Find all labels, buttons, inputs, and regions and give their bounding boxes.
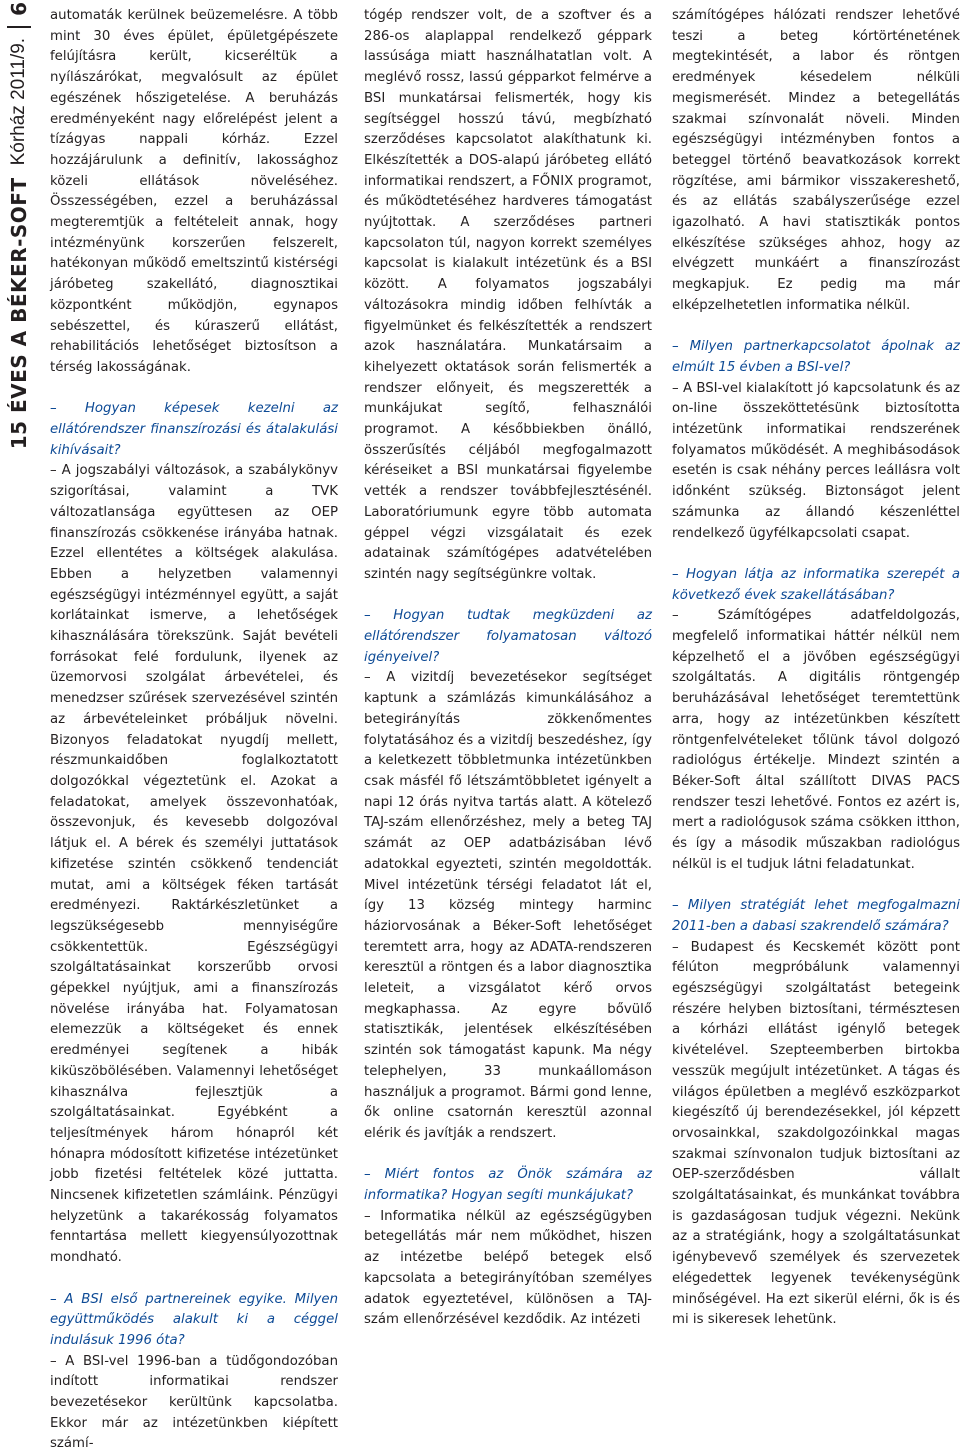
paragraph: – A BSI-vel kialakított jó kapcsolatunk és az on-line összeköttetésünk biztosította intézetünk informatikai rendszerének folyamatos működését. A meghibásodások esetén is csak néhány perces leállásra volt időnként szükség. Biztonságot jelent számunka az állandó készenléttel rendelkező ügyfélkapcsolati csapat. [672,380,960,541]
page-number: 6 [7,2,31,16]
paragraph: – A vizitdíj bevezetésekor segítséget kaptunk a számlázás kimunkálásához a betegirányítás zökkenőmentes folytatásához és a vizitdíj beszedéshez, így a keletkezett többletmunka intézetünkben csak másfél fő létszámtöbbletet igényelt a napi 12 órás nyitva tartás alatt. A kötelező TAJ-szám ellenőrzéshez, mely a beteg TAJ számát az OEP adatbázisában lévő adatokkal egyezteti, szintén megoldották. Mivel intézetünk térségi feladatot lát el, így 13 község mintegy harminc háziorvosának a Béker-Soft lehetőséget teremtett arra, hogy az ADATA-rendszeren keresztül a röntgen és a labor diagnosztika leleteit, a vizsgálatot kérő orvos megkaphassa. Az egyre bővülő statisztikák, jelentések elkészítésében szintén sok támogatást kapunk. Ma négy telephelyen, 33 munkaállomáson használjuk a programot. Bármi gond lenne, ők online csatornán keresztül azonnal elérik és javítják a rendszert. [364,670,652,1141]
text-column-2 [364,6,652,1328]
interview-question: – Milyen stratégiát lehet megfogalmazni 2011-ben a dabasi szakrendelő számára? [672,898,960,934]
article-body [50,6,960,1452]
text-column-1 [50,6,338,1452]
interview-question: – Milyen partnerkapcsolatot ápolnak az elmúlt 15 évben a BSI-vel? [672,339,960,375]
interview-question: – Miért fontos az Önök számára az informatika? Hogyan segíti munkájukat? [364,1167,652,1204]
interview-question: – Hogyan képesek kezelni az ellátórendszer finanszírozási és átalakulási kihívásait? [50,401,338,458]
paragraph: automaták kerülnek beüzemelésre. A több mint 30 éves épület, épületgépészete felújításra került, kicseréltük a nyílászárókat, megvalósult az épület egészének hőszigetelése. A beruházás eredményeként nagy előrelépést jelent a tízágyas nappali kórház. Ezzel hozzájárulunk a definitív, lakossághoz közeli ellátások növeléséhez. Összességében, ezzel a beruházással megteremtjük a feltételeit annak, hogy intézményünk korszerűen felszerelt, hatékonyan működő emeltszintű kistérségi járóbeteg szakellátó, diagnosztikai központként működjön, egynapos sebészettel, és kúraszerű ellátást, rehabilitációs lehetőséget biztosítson a térség lakosságának. [50,8,338,375]
interview-question: – A BSI első partnereinek egyike. Milyen együttműködés alakult ki a céggel indulásuk 1996 óta? [50,1291,338,1348]
spine-divider [7,26,31,28]
paragraph: – A jogszabályi változások, a szabálykönyv szigorításai, valamint a TVK változatlansága együttesen az OEP finanszírozás csökkenése irányába hatnak. Ezzel ellentétes a költségek alakulása. Ebben a helyzetben valamennyi egészségügyi intézménnyel együtt, a saját korlátainkat ismerve, a lehetőségek kihasználására törekszünk. Saját bevételi forrásokat felé fordulunk, ilyenek az üzemorvosi szolgálat árbevételei, és menedzser szűrések szervezésével szintén az árbevételeinket próbáljuk növelni. Bizonyos feladatokat nyugdíj mellett, részmunkaidőben foglalkoztatott dolgozókkal végeztetünk el. Azokat a feladatokat, amelyek összevonhatóak, összevonjuk, és kevesebb dolgozóval látjuk el. A bérek és személyi juttatások kifizetése szintén csökkenő tendenciát mutat, ami a költségek féken tartását eredményezi. Raktárkészletünket a legszükségesebb mennyiségűre csökkentettük. Egészségügyi szolgáltatásainkat korszerűbb orvosi gépekkel nyújtjuk, ami a finanszírozás növelése irányába hat. Folyamatosan elemezzük a költségeket és ennek eredményei segítenek a hibák kiküszöbölésében. Valamennyi lehetőséget kihasználva fejlesztjük a szolgáltatásainkat. Egyébként a teljesítmények három hónapról két hónapra módosított kifizetése intézetünket jobb fizetési feltételek közé juttatta. Nincsenek kifizetetlen számláink. Pénzügyi helyzetünk a takarékosság folyamatos fenntartása mellett kiegyensúlyozottnak mondható. [50,463,338,1266]
interview-question: – Hogyan tudtak megküzdeni az ellátórendszer folyamatosan változó igényeivel? [364,608,652,665]
spine-header [3,2,35,1322]
paragraph: tógép rendszer volt, de a szoftver és a 286-os alaplappal rendelkező géppark lassúsága miatt használhatatlan volt. A meglévő rossz, lassú gépparkot felmérve a BSI munkatársai felismerték, hogy kis segítséggel hosszú távú, megbízható szerződéses kapcsolatot alakíthatunk ki. Elkészítették a DOS-alapú járóbeteg ellátó informatikai rendszert, a FŐNIX programot, és működtetéséhez hardveres támogatást nyújtottak. A szerződéses partneri kapcsolaton túl, nagyon korrekt személyes kapcsolat is kialakult intézetünk és a BSI között. A folyamatos jogszabályi változásokra mindig időben felhívták a figyelmünket és felkészítették a rendszert azok használatára. Munkatársaim a kihelyezett oktatások során felismerték a rendszer előnyeit, és megszerették a munkájukat segítő, felhasználói programot. A későbbiekben önálló, összerűsítés céljából megfogalmazott kéréseiket a BSI munkatársai figyelembe vették a rendszer továbbfejlesztésénél. Laboratóriumunk egyre több automata géppel végzi vizsgálatait és ezek adatainak számítógépes adatvételében szintén nagy segítségünkre voltak. [364,8,652,582]
paragraph: – Számítógépes adatfeldolgozás, megfelelő informatikai háttér nélkül nem képzelhető el a jövőben egészségügyi szolgáltatás. A digitális röntgengép beruházásával lehetőséget teremtettünk arra, hogy az intézetünkben készített röntgenfelvételeket tőlünk távol dolgozó radiológus értékelje. Mindezt szintén a Béker-Soft által szállított DIVAS PACS rendszer teszi lehetővé. Fontos ez azért is, mert a radiológusok száma csökken itthon, és így a második műszakban radiológus nélkül is el tudjuk látni feladatunkat. [672,608,960,872]
paragraph: számítógépes hálózati rendszer lehetővé teszi a beteg kórtörténetének megtekintését, a labor és röntgen eredmények késedelem nélküli megismerését. Mindez a betegellátás szakmai színvonalát növeli. Minden egészségügyi intézményben fontos a beteggel történő beavatkozások korrekt rögzítése, ami bármikor visszakereshető, és az ellátás szabályszerűsége ezzel igazolható. A havi statisztikák pontos elkészítése szükséges ahhoz, hogy az elvégzett munkáért a finanszírozást megkapjuk. Ez pedig ma már elképzelhetetlen informatika nélkül. [672,8,960,313]
interview-question: – Hogyan látja az informatika szerepét a következő évek szakellátásában? [672,566,960,603]
page-spine [0,0,38,1325]
spine-title: 15 ÉVES A BÉKER-SOFT [7,177,31,450]
spine-issue: Kórház 2011/9. [8,37,29,166]
paragraph: – Budapest és Kecskemét között pont félúton megpróbálunk valamennyi egészségügyi szolgáltatást betegeink részére helyben biztosítani, térmésztesen a kórházi ellátást igénylő betegek kivételével. Szepteemberben birtokba vesszük megújult intézetünket. A tágas és világos épületben a meglévő eszközparkot kiegészítő új berendezésekkel, jól képzett orvosainkkal, szakdolgozóinkkal magas szakmai színvonalon tudjuk biztosítani az OEP-szerződésben vállalt szolgáltatásainkat, és munkánkat továbbra is gazdaságosan tudjuk végezni. Nekünk az a stratégiánk, hogy a szolgáltatásunkat igénybevevő személyek és szervezetek elégedettek legyenek tevékenységünk minőségével. Ha ezt sikerül elérni, ők is és mi is sikeresek lehetünk. [672,939,960,1328]
text-column-3 [672,6,960,1328]
paragraph: – A BSI-vel 1996-ban a tüdőgondozóban indított informatikai rendszer bevezetésekor kerültünk kapcsolatba. Ekkor már az intézetünkben kiépített számí- [50,1353,338,1452]
paragraph: – Informatika nélkül az egészségügyben betegellátás már nem működhet, hiszen az intézetbe belépő betegek első kapcsolata a betegirányítóban személyes adatok egyeztetével, különösen a TAJ-szám ellenőrzésével kezdődik. Az intézeti [364,1208,652,1328]
